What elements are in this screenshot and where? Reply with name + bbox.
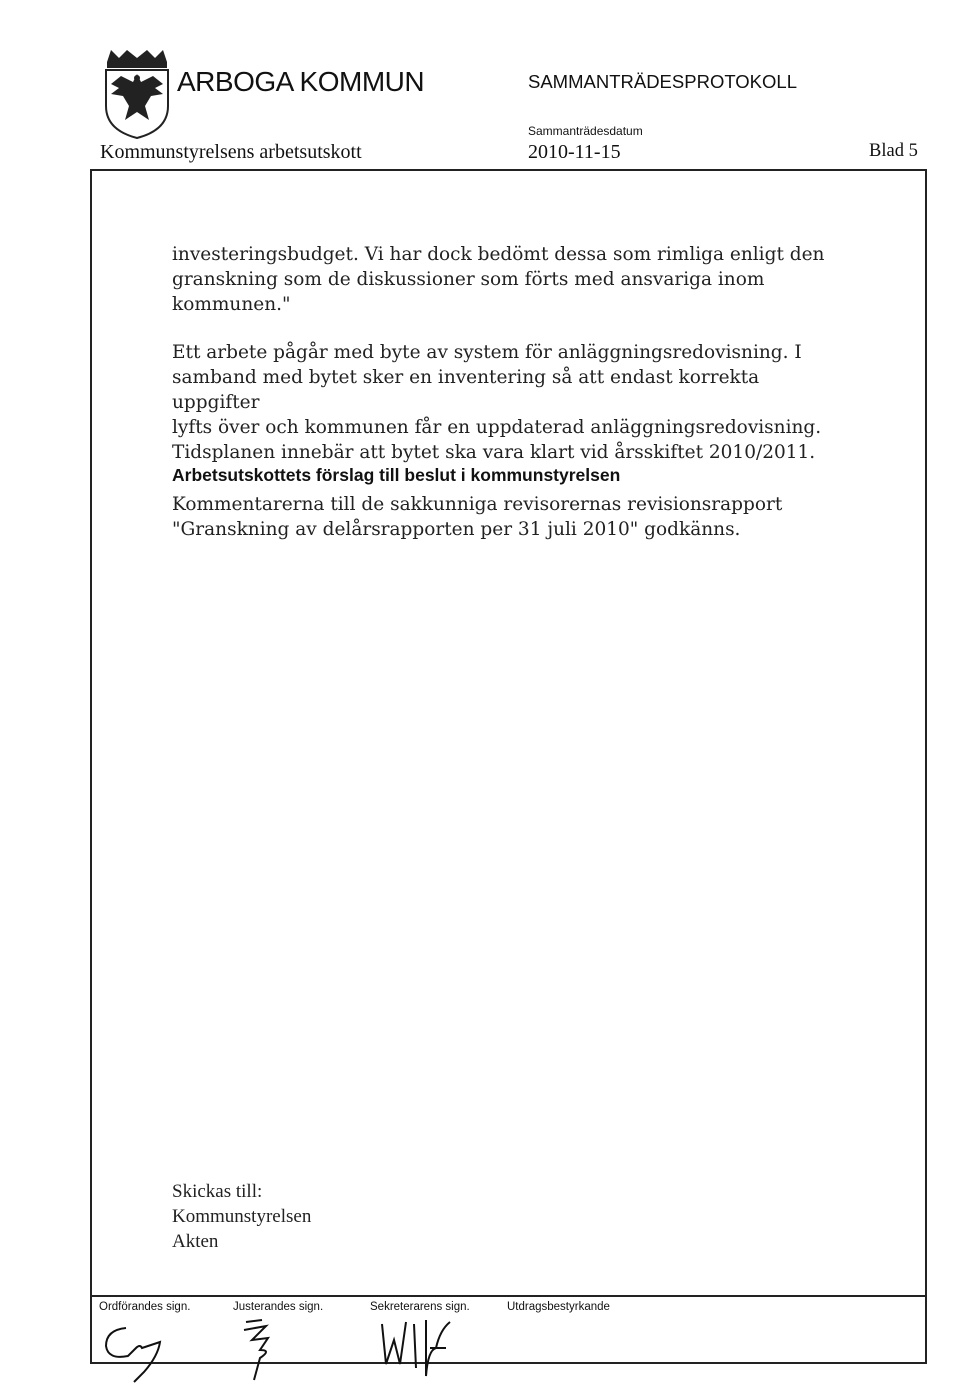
- paragraph-line: samband med bytet sker en inventering så att endast korrekta uppgifter: [172, 367, 760, 413]
- paragraph-line: "Granskning av delårsrapporten per 31 juli 2010" godkänns.: [172, 519, 741, 540]
- secretary-signature: [374, 1310, 464, 1382]
- distribution-line: Akten: [172, 1231, 219, 1252]
- paragraph-line: Tidsplanen innebär att bytet ska vara klart vid årsskiftet 2010/2011.: [172, 442, 816, 463]
- frame-left-border: [90, 169, 92, 1364]
- paragraph-line: kommunen.": [172, 294, 291, 315]
- proposal-heading: Arbetsutskottets förslag till beslut i kommunstyrelsen: [172, 465, 621, 485]
- meeting-date-label: Sammanträdesdatum: [528, 124, 643, 138]
- signature-bottom-rule: [90, 1362, 926, 1364]
- distribution-list: [172, 1179, 852, 1254]
- municipality-name: ARBOGA KOMMUN: [177, 66, 425, 97]
- adjuster-signature-label: Justerandes sign.: [233, 1301, 324, 1313]
- document-type: SAMMANTRÄDESPROTOKOLL: [528, 71, 797, 92]
- proposal-text: [172, 492, 852, 542]
- paragraph-line: Ett arbete pågår med byte av system för anläggningsredovisning. I: [172, 342, 802, 363]
- distribution-line: Skickas till:: [172, 1181, 263, 1202]
- meeting-date: 2010-11-15: [528, 141, 621, 163]
- sheet-number: Blad 5: [869, 141, 918, 161]
- adjuster-signature: [238, 1310, 298, 1382]
- paragraph-line: lyfts över och kommunen får en uppdaterad anläggningsredovisning.: [172, 417, 822, 438]
- paragraph-line: Kommentarerna till de sakkunniga revisorernas revisionsrapport: [172, 494, 783, 515]
- signature-rule: [90, 1295, 926, 1297]
- frame-right-border: [925, 169, 927, 1364]
- chair-signature: [98, 1312, 178, 1384]
- paragraph-2: [172, 340, 852, 465]
- paragraph-1: [172, 242, 852, 317]
- extract-certification-label: Utdragsbestyrkande: [507, 1301, 610, 1313]
- paragraph-line: investeringsbudget. Vi har dock bedömt dessa som rimliga enligt den: [172, 244, 825, 265]
- header-rule: [90, 169, 926, 171]
- committee-name: Kommunstyrelsens arbetsutskott: [100, 141, 362, 163]
- chair-signature-label: Ordförandes sign.: [99, 1301, 191, 1313]
- paragraph-line: granskning som de diskussioner som förts med ansvariga inom: [172, 269, 765, 290]
- secretary-signature-label: Sekreterarens sign.: [370, 1301, 470, 1313]
- distribution-line: Kommunstyrelsen: [172, 1206, 312, 1227]
- coat-of-arms-logo: [103, 48, 171, 140]
